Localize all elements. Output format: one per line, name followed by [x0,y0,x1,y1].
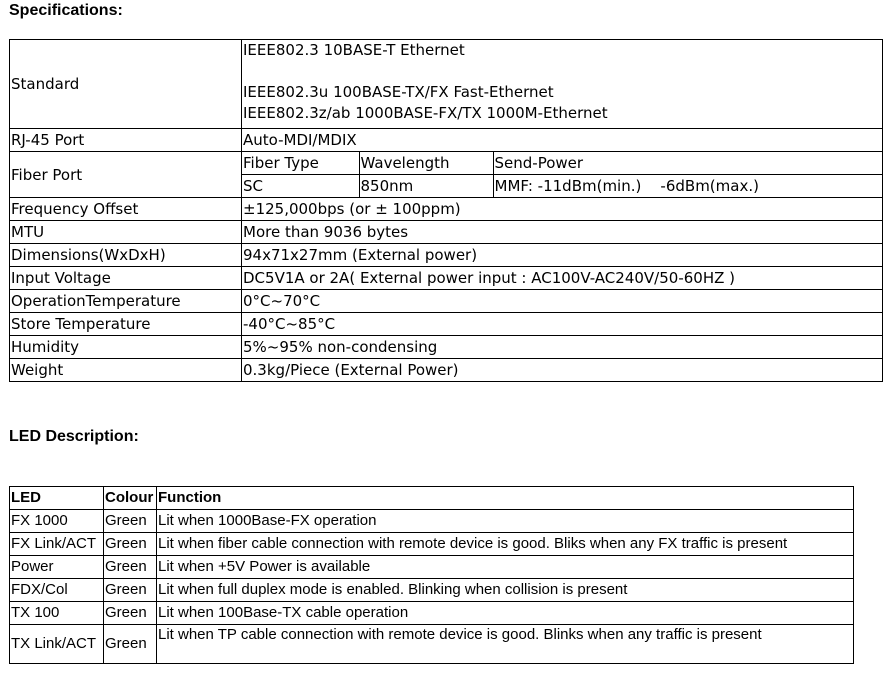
led-colour: Green [104,533,157,556]
led-colour: Green [104,602,157,625]
fiber-port-subtable [242,152,882,197]
led-name: Power [10,556,104,579]
led-row [10,510,854,533]
spec-row [10,244,883,267]
spec-value: 0°C~70°C [242,290,883,313]
spec-value: Auto-MDI/MDIX [242,129,883,152]
specifications-table [9,39,883,382]
spec-label: Standard [10,40,242,129]
spec-value: 5%~95% non-condensing [242,336,883,359]
spec-value: ±125,000bps (or ± 100ppm) [242,198,883,221]
led-function: Lit when TP cable connection with remote device is good. Blinks when any traffic is present [157,625,854,664]
spec-value: More than 9036 bytes [242,221,883,244]
spec-label: RJ-45 Port [10,129,242,152]
spec-label: Weight [10,359,242,382]
fiber-header: Fiber Type [242,152,359,175]
function-column-header: Function [157,487,854,510]
led-colour: Green [104,556,157,579]
standard-line: IEEE802.3 10BASE-T Ethernet [243,41,465,59]
spec-label: Humidity [10,336,242,359]
spec-label: Store Temperature [10,313,242,336]
led-function: Lit when 1000Base-FX operation [157,510,854,533]
fiber-value: MMF: -11dBm(min.) -6dBm(max.) [493,175,882,198]
led-name: FDX/Col [10,579,104,602]
standard-line: IEEE802.3z/ab 1000BASE-FX/TX 1000M-Ethernet [243,104,608,122]
led-description-heading: LED Description: [9,428,139,445]
led-row [10,602,854,625]
led-function: Lit when full duplex mode is enabled. Blinking when collision is present [157,579,854,602]
spec-row [10,198,883,221]
spec-value: 0.3kg/Piece (External Power) [242,359,883,382]
fiber-value: SC [242,175,359,198]
spec-row [10,313,883,336]
led-colour: Green [104,510,157,533]
spec-row-standard [10,40,883,129]
colour-column-header: Colour [104,487,157,510]
fiber-header-row [242,152,882,175]
spec-row [10,359,883,382]
spec-label: Frequency Offset [10,198,242,221]
spec-row [10,221,883,244]
spec-row-rj45 [10,129,883,152]
spec-row [10,267,883,290]
led-function: Lit when +5V Power is available [157,556,854,579]
led-row [10,625,854,664]
standard-line: IEEE802.3u 100BASE-TX/FX Fast-Ethernet [243,83,554,101]
spec-label: MTU [10,221,242,244]
led-header-row [10,487,854,510]
fiber-value: 850nm [359,175,493,198]
spec-row [10,290,883,313]
led-row [10,579,854,602]
spec-value: -40°C~85°C [242,313,883,336]
spec-value: DC5V1A or 2A( External power input : AC100V-AC240V/50-60HZ ) [242,267,883,290]
led-function: Lit when fiber cable connection with remote device is good. Bliks when any FX traffic is present [157,533,854,556]
led-name: TX Link/ACT [10,625,104,664]
fiber-value-row [242,175,882,198]
led-row [10,533,854,556]
fiber-port-subtable-cell [242,152,883,198]
specifications-heading: Specifications: [9,2,123,19]
fiber-header: Send-Power [493,152,882,175]
led-description-table [9,486,854,664]
spec-value: 94x71x27mm (External power) [242,244,883,267]
spec-row [10,336,883,359]
led-name: TX 100 [10,602,104,625]
led-colour: Green [104,579,157,602]
led-row [10,556,854,579]
spec-label: Fiber Port [10,152,242,198]
spec-value [242,40,883,129]
spec-label: Dimensions(WxDxH) [10,244,242,267]
fiber-header: Wavelength [359,152,493,175]
led-function: Lit when 100Base-TX cable operation [157,602,854,625]
led-name: FX 1000 [10,510,104,533]
led-name: FX Link/ACT [10,533,104,556]
led-colour: Green [104,625,157,664]
spec-row-fiber [10,152,883,198]
led-column-header: LED [10,487,104,510]
spec-label: OperationTemperature [10,290,242,313]
spec-label: Input Voltage [10,267,242,290]
